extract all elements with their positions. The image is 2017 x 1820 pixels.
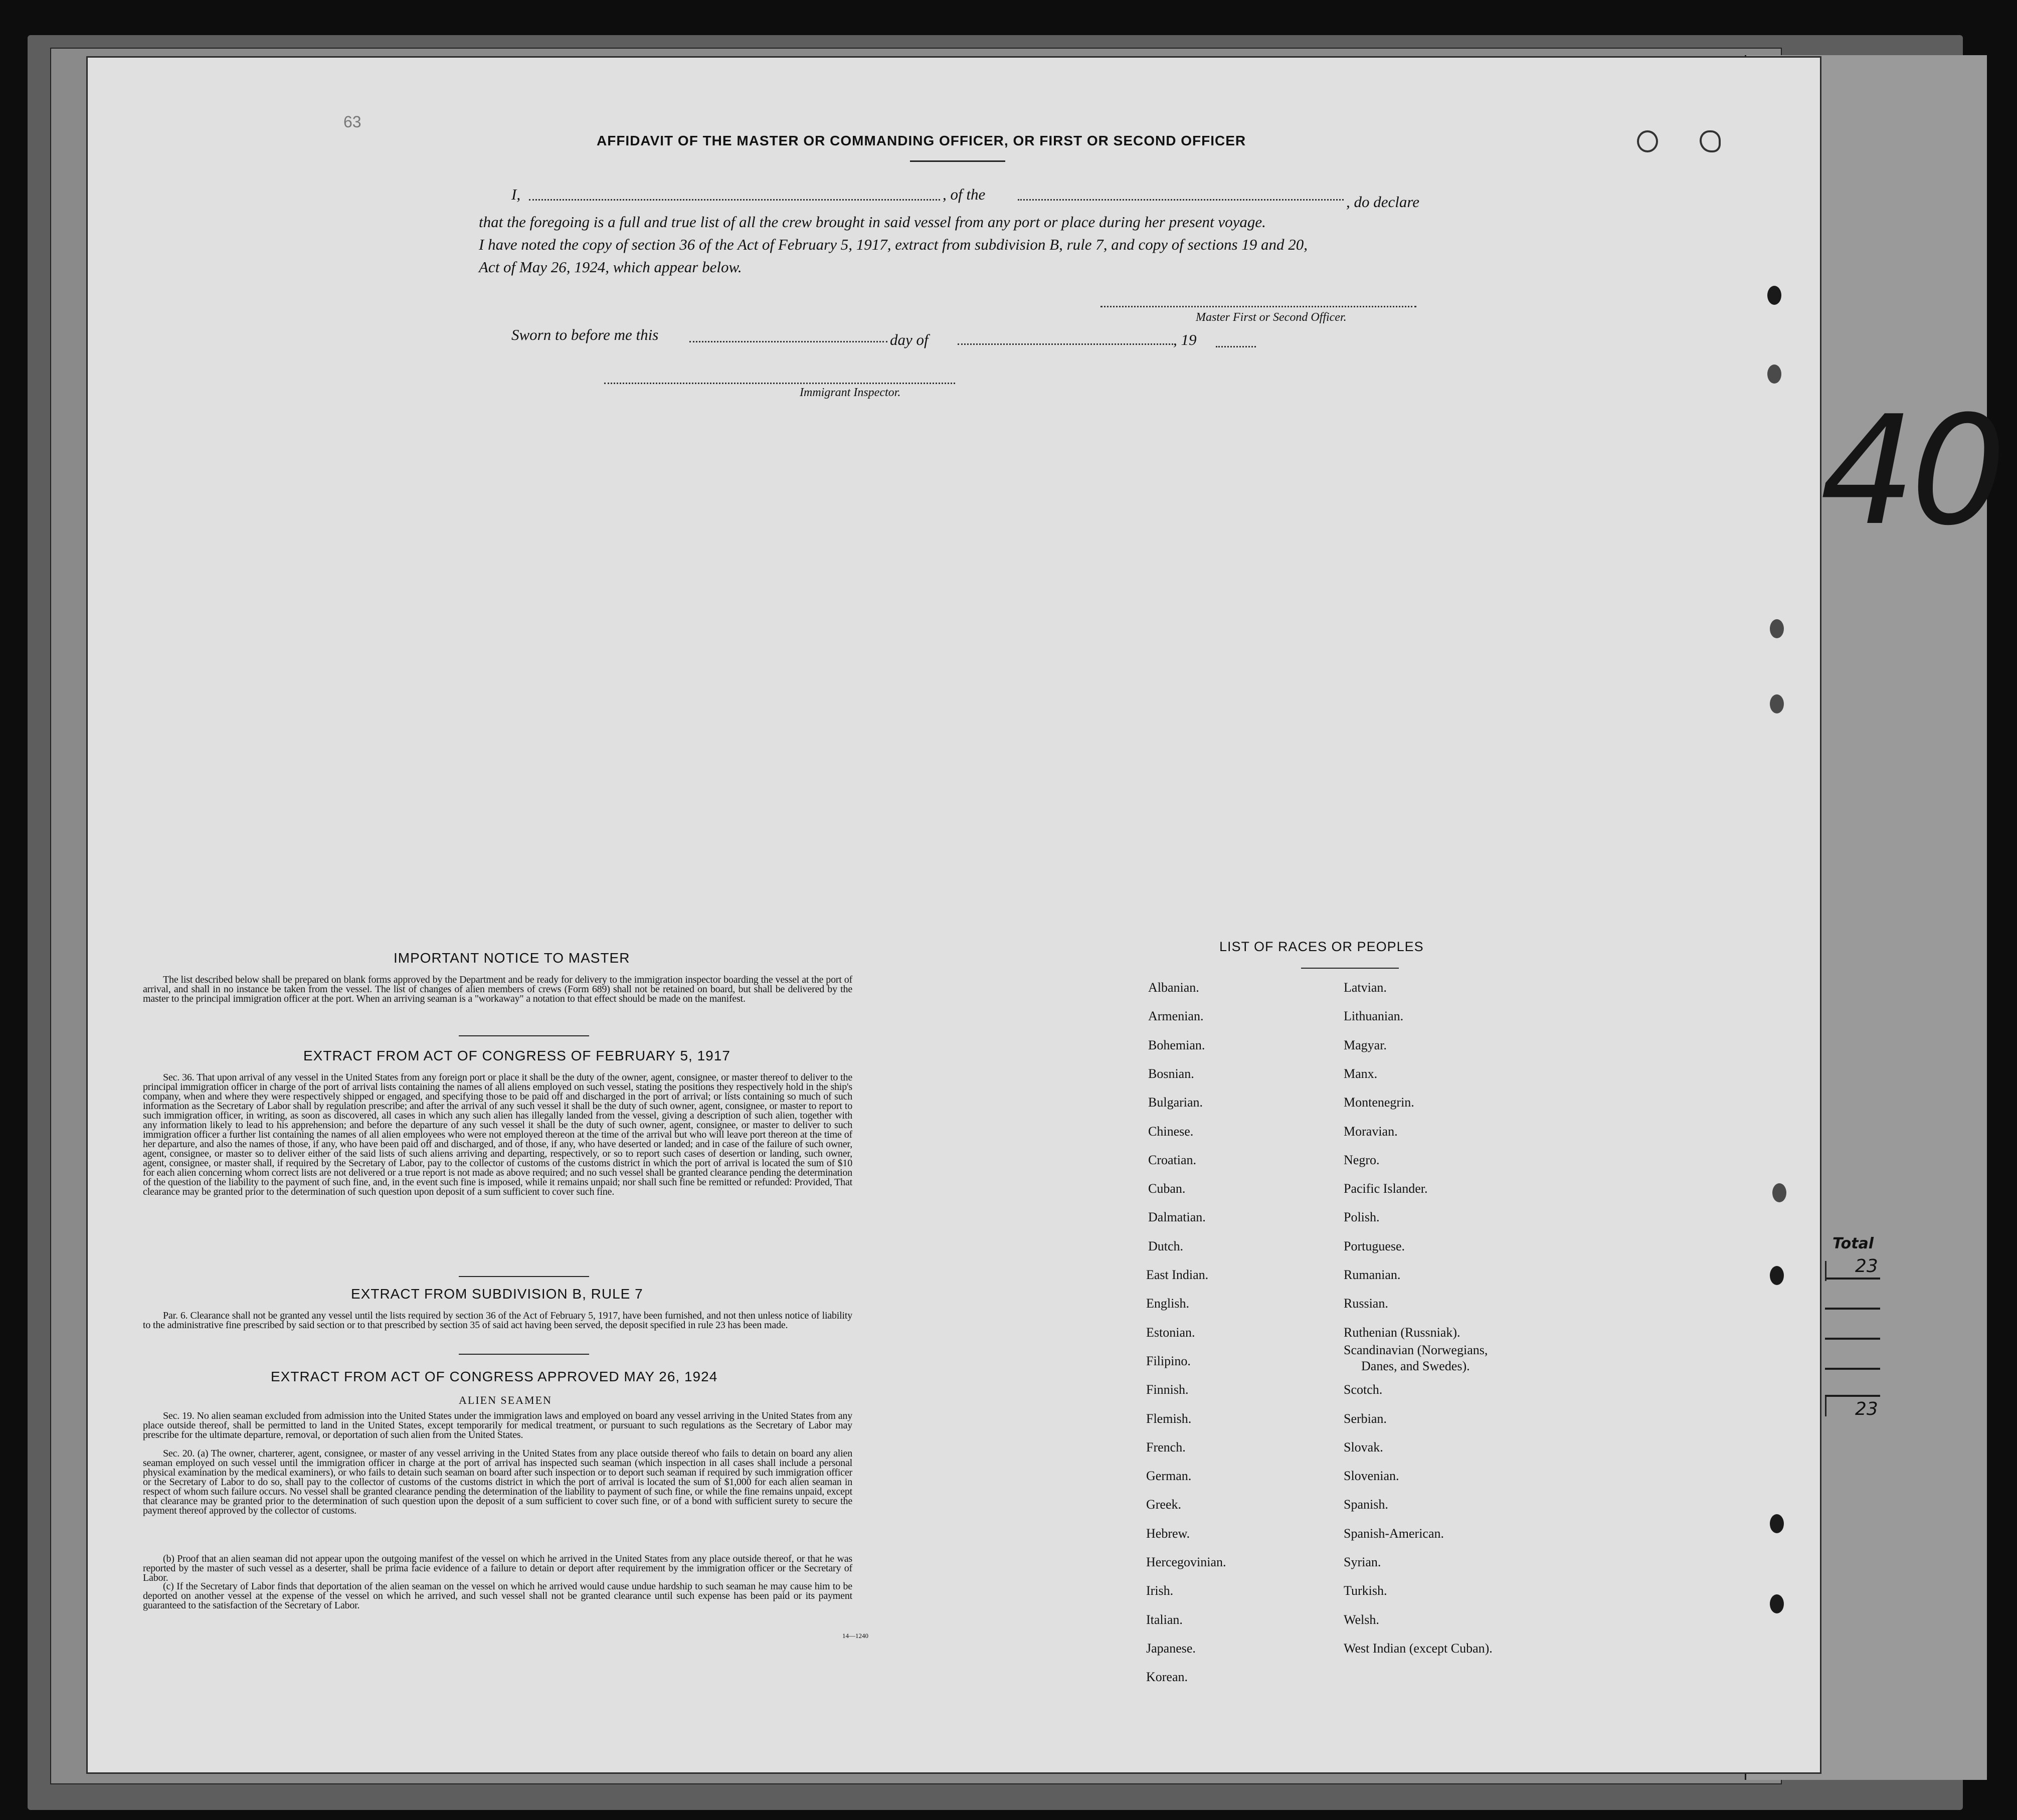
race-item: Italian. — [1146, 1612, 1183, 1627]
race-item: Estonian. — [1146, 1325, 1195, 1340]
race-item: Lithuanian. — [1344, 1009, 1404, 1024]
section-rule — [459, 1276, 589, 1277]
sec20b-text: (b) Proof that an alien seaman did not appear upon the outgoing manifest of the vessel on which he arrived in the United States from any place outside thereof, or that he was reported by the master of such vessel as a deserter, shall be prima facie evidence of a failure to detain or deport after requirement by the immigration officer or the Secretary of Labor. — [143, 1553, 852, 1583]
race-item: Manx. — [1344, 1066, 1378, 1081]
tally-rule — [1825, 1368, 1880, 1370]
total-bottom-value: 23 — [1855, 1399, 1878, 1419]
race-item: Moravian. — [1344, 1124, 1398, 1139]
race-item: Spanish. — [1344, 1497, 1388, 1512]
tally-rule — [1825, 1308, 1880, 1310]
signature-caption: Master First or Second Officer. — [1196, 311, 1347, 324]
race-item: German. — [1146, 1469, 1192, 1484]
race-item: Finnish. — [1146, 1382, 1189, 1397]
inspector-caption: Immigrant Inspector. — [800, 386, 901, 399]
race-item: Dalmatian. — [1148, 1210, 1206, 1225]
affidavit-line-4: Act of May 26, 1924, which appear below. — [479, 258, 742, 276]
tally-rule — [1825, 1278, 1880, 1280]
race-item: Flemish. — [1146, 1411, 1192, 1426]
extract-1917-text: Sec. 36. That upon arrival of any vessel in the United States from any foreign port or place it shall be the duty of the owner, agent, consignee, or master thereof to deliver to the principal immigration officer in charge of the port of arrival lists containing the names of all aliens employed on such vessel, stating the positions they respectively hold in the ship's company, when and where they were respectively shipped or engaged, and specifying those to be paid off and discharged in the port of arrival; or lists containing so much of such information as the Secretary of Labor shall by regulation prescribe; and after the arrival of any such vessel it shall be the duty of such owner, agent, consignee, or master to report to such immigration officer, in writing, as soon as discovered, all cases in which any such alien has illegally landed from the vessel, giving a description of such alien, together with any information likely to lead to his apprehension; and before the departure of any such vessel it shall be the duty of such owner, agent, consignee, or master to deliver to such immigration officer a further list containing the names of all alien employees who were not employed thereon at the time of the arrival but who will leave port thereon at the time of her departure, and also the names of those, if any, who have been paid off and discharged, and of those, if any, who have deserted or landed; and in case of the failure of such owner, agent, consignee, or master so to deliver either of the said lists of such aliens arriving and departing, respectively, or so to report such cases of desertion or landing, such owner, agent, consignee, or master shall, if required by the Secretary of Labor, pay to the collector of customs of the customs district in which the port of arrival is located the sum of $10 for each alien concerning whom correct lists are not delivered or a true report is not made as above required; and no such vessel shall be granted clearance pending the determination of the question of the liability to the payment of such fine, and, in the event such fine is imposed, while it remains unpaid; nor shall such fine be remitted or refunded: Provided, That clearance may be granted prior to the determination of such question upon deposit of a sum sufficient to cover such fine. — [143, 1072, 852, 1197]
race-item: Turkish. — [1344, 1583, 1387, 1598]
sworn-day-of: day of — [890, 331, 929, 348]
race-item: Negro. — [1344, 1152, 1380, 1167]
punch-hole-icon — [1700, 130, 1721, 152]
stamp-number: 63 — [343, 113, 361, 131]
race-item: Slovak. — [1344, 1439, 1383, 1454]
race-item: Welsh. — [1344, 1612, 1379, 1627]
affidavit-of-the: , of the — [943, 186, 986, 203]
race-item: Scotch. — [1344, 1382, 1383, 1397]
section-rule — [459, 1354, 589, 1355]
race-item: Chinese. — [1148, 1124, 1194, 1139]
tally-mark — [1825, 1261, 1826, 1281]
notice-text: The list described below shall be prepared on blank forms approved by the Department and be ready for delivery to the immigration inspector boarding the vessel at the port of arrival, and shall in no instance be taken from the vessel. The list of changes of alien members of crews (Form 689) shall not be retained on board, but shall be delivered by the master to the principal immigration officer at the port. When an arriving seaman is a "workaway" a notation to that effect should be made on the manifest. — [143, 974, 852, 1004]
affidavit-title: AFFIDAVIT OF THE MASTER OR COMMANDING OFFICER, OR FIRST OR SECOND OFFICER — [597, 133, 1246, 148]
race-item: Serbian. — [1344, 1411, 1387, 1426]
total-label: Total — [1832, 1235, 1874, 1252]
affidavit-declare: , do declare — [1346, 193, 1420, 211]
punch-hole-icon — [1770, 1594, 1784, 1613]
sec20a-text: Sec. 20. (a) The owner, charterer, agent, consignee, or master of any vessel arriving in the United States from any place outside thereof who fails to detain on board any alien seaman employed on such vessel until the immigration officer in charge at the port of arrival has inspected such seaman (which inspection in all cases shall include a personal physical examination by the medical examiners), or who fails to detain such seaman on board after such inspection or to deport such seaman if required by such immigration officer or the Secretary of Labor to do so, shall pay to the collector of customs of the customs district in which the port of arrival is located the sum of $1,000 for each alien seaman in respect of whom such failure occurs. No vessel shall be granted clearance pending the determination of the liability to payment of such fine, or while the fine remains unpaid, except that clearance may be granted prior to the determination of such question upon the deposit of a sum sufficient to cover such fine, or of a bond with sufficient surety to secure the payment thereof approved by the collector of customs. — [143, 1448, 852, 1516]
vessel-name-line[interactable] — [1018, 199, 1344, 201]
race-item: Cuban. — [1148, 1181, 1186, 1196]
race-item: Greek. — [1146, 1497, 1182, 1512]
tally-rule — [1825, 1338, 1880, 1340]
handwritten-number: 40 — [1820, 384, 2001, 559]
race-item: Irish. — [1146, 1583, 1174, 1598]
extract-1924-subtitle: ALIEN SEAMEN — [459, 1394, 552, 1406]
race-item: Polish. — [1344, 1210, 1380, 1225]
extract-rule7-title: EXTRACT FROM SUBDIVISION B, RULE 7 — [351, 1286, 643, 1302]
extract-rule7-text: Par. 6. Clearance shall not be granted any vessel until the lists required by section 36 of the Act of February 5, 1917, have been furnished, and not then unless notice of liability to the administrative fine prescribed by said section or to that prescribed by section 35 of said act having been served, the deposit specified in rule 23 has been made. — [143, 1310, 852, 1331]
form-number: 14—1240 — [842, 1632, 868, 1640]
race-item: Filipino. — [1146, 1353, 1191, 1368]
race-item: Hebrew. — [1146, 1526, 1190, 1541]
race-item: Portuguese. — [1344, 1238, 1405, 1253]
race-item: Danes, and Swedes). — [1361, 1358, 1470, 1373]
race-item: Bulgarian. — [1148, 1095, 1203, 1110]
race-item: Albanian. — [1148, 980, 1199, 995]
punch-hole-icon — [1770, 619, 1784, 638]
races-title: LIST OF RACES OR PEOPLES — [1219, 939, 1424, 954]
sec19-text: Sec. 19. No alien seaman excluded from admission into the United States under the immigration laws and employed on board any vessel arriving in the United States from any place outside thereof, shall be permitted to land in the United States, except temporarily for medical treatment, or pursuant to such regulations as the Secretary of Labor may prescribe for the ultimate departure, removal, or deportation of such alien from the United States. — [143, 1410, 852, 1440]
race-item: Montenegrin. — [1344, 1095, 1414, 1110]
affidavit-line-2: that the foregoing is a full and true list of all the crew brought in said vessel from any port or place during her present voyage. — [479, 213, 1266, 231]
race-item: Russian. — [1344, 1296, 1388, 1311]
officer-signature-line[interactable] — [1101, 306, 1416, 307]
race-item: Pacific Islander. — [1344, 1181, 1428, 1196]
race-item: Scandinavian (Norwegians, — [1344, 1342, 1488, 1357]
punch-hole-icon — [1770, 1266, 1784, 1285]
race-item: Latvian. — [1344, 980, 1387, 995]
race-item: Japanese. — [1146, 1641, 1196, 1656]
affidavit-i: I, — [511, 186, 521, 203]
tally-rule — [1825, 1395, 1880, 1397]
notice-title: IMPORTANT NOTICE TO MASTER — [394, 950, 630, 966]
punch-hole-icon — [1637, 130, 1658, 152]
punch-hole-icon — [1770, 1514, 1784, 1533]
master-name-line[interactable] — [529, 199, 940, 201]
race-item: Hercegovinian. — [1146, 1555, 1226, 1569]
race-item: East Indian. — [1146, 1267, 1209, 1282]
race-item: Korean. — [1146, 1670, 1188, 1685]
tally-mark — [1825, 1396, 1826, 1416]
race-item: Rumanian. — [1344, 1267, 1401, 1282]
race-item: English. — [1146, 1296, 1189, 1311]
section-rule — [459, 1035, 589, 1036]
race-item: Bohemian. — [1148, 1037, 1205, 1052]
punch-hole-icon — [1772, 1183, 1786, 1202]
punch-hole-icon — [1770, 694, 1784, 713]
race-item: Bosnian. — [1148, 1066, 1194, 1081]
race-item: Armenian. — [1148, 1009, 1204, 1024]
sworn-day-line[interactable] — [689, 341, 887, 342]
sworn-year-line[interactable] — [1216, 346, 1256, 347]
affidavit-line-3: I have noted the copy of section 36 of the Act of February 5, 1917, extract from subdivision B, rule 7, and copy of sections 19 and 20, — [479, 236, 1308, 253]
race-item: Dutch. — [1148, 1238, 1184, 1253]
race-item: Syrian. — [1344, 1555, 1381, 1569]
sworn-year: , 19 — [1173, 331, 1197, 348]
extract-1924-title: EXTRACT FROM ACT OF CONGRESS APPROVED MAY 26, 1924 — [271, 1369, 718, 1384]
punch-hole-icon — [1767, 365, 1781, 384]
race-item: Slovenian. — [1344, 1469, 1399, 1484]
race-item: West Indian (except Cuban). — [1344, 1641, 1493, 1656]
punch-hole-icon — [1767, 286, 1781, 305]
race-item: Ruthenian (Russniak). — [1344, 1325, 1460, 1340]
sec20c-text: (c) If the Secretary of Labor finds that deportation of the alien seaman on the vessel on which he arrived would cause undue hardship to such seaman he may cause him to be deported on another vessel at the expense of the vessel on which he arrived, and such vessel shall not be granted clearance until such expense has been paid or its payment guaranteed to the satisfaction of the Secretary of Labor. — [143, 1581, 852, 1611]
races-title-rule — [1301, 968, 1399, 969]
total-top-value: 23 — [1855, 1256, 1878, 1277]
sworn-month-line[interactable] — [958, 343, 1173, 345]
race-item: Croatian. — [1148, 1152, 1197, 1167]
extract-1917-title: EXTRACT FROM ACT OF CONGRESS OF FEBRUARY 5, 1917 — [303, 1048, 730, 1063]
sworn-prefix: Sworn to before me this — [511, 326, 659, 343]
form-page — [88, 58, 1820, 1772]
race-item: Spanish-American. — [1344, 1526, 1444, 1541]
race-item: French. — [1146, 1439, 1186, 1454]
race-item: Magyar. — [1344, 1037, 1387, 1052]
title-rule — [910, 160, 1005, 162]
inspector-signature-line[interactable] — [604, 383, 955, 384]
